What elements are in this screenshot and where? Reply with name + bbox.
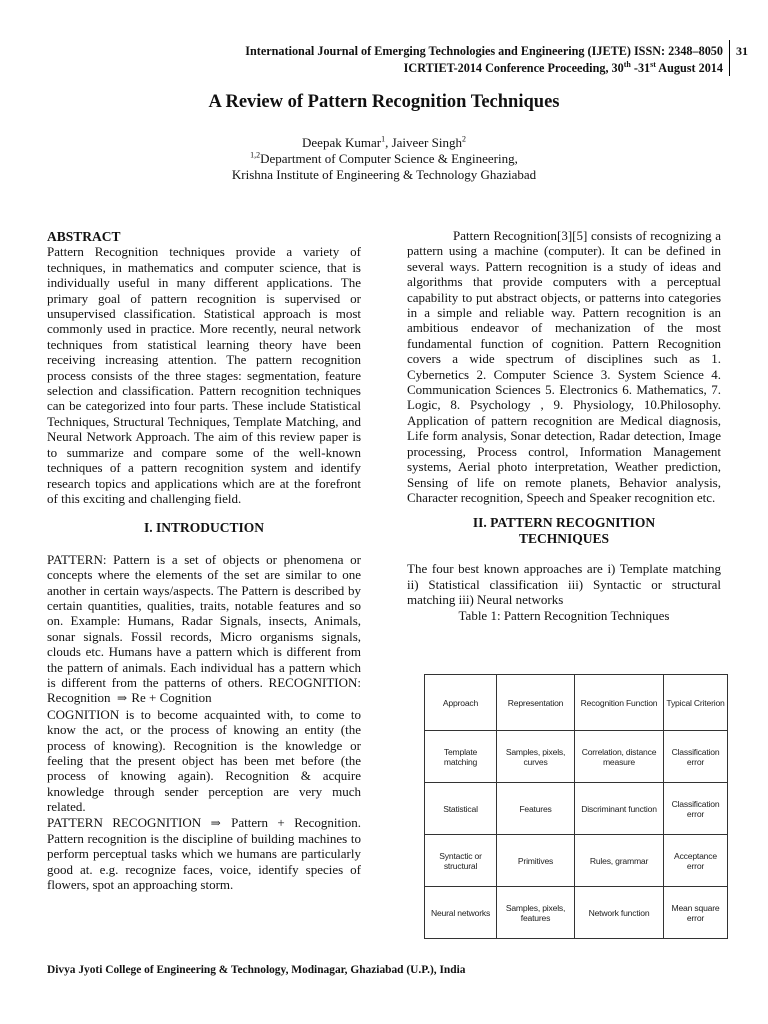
left-column [47, 229, 361, 893]
table-cell: Primitives [497, 835, 575, 887]
table-cell: Classification error [664, 783, 728, 835]
approaches-paragraph: The four best known approaches are i) Template matching ii) Statistical classification iii) Syntactic or structural matching iii) Neural networks [407, 561, 721, 608]
table-cell: Mean square error [664, 887, 728, 939]
abstract-text: Pattern Recognition techniques provide a variety of techniques, in mathematics and computer science, that is individually useful in many different applications. The primary goal of pattern recognition is supervised or unsupervised classification. Statistical approach is most commonly used in practice. More recently, neural network techniques from statistical learning theory have been receiving increasing attention. The pattern recognition process consists of the three stages: segmentation, feature selection and classification. Pattern recognition techniques can be categorized into four parts. These include Statistical Techniques, Structural Techniques, Template Matching, and Neural Network Approach. The aim of this review paper is to summarize and compare some of the well-known techniques of a pattern recognition system and identify research topics and applications which are at the forefront of this exciting and challenging field. [47, 244, 361, 506]
table-row [425, 783, 728, 835]
page-number: 31 [736, 44, 748, 58]
table-cell: Samples, pixels, curves [497, 731, 575, 783]
table-row [425, 835, 728, 887]
pattern-recognition-paragraph: Pattern Recognition[3][5] consists of recognizing a pattern using a machine (computer). It can be defined in several ways. Pattern recognition is a study of ideas and algorithms that provide computers with a perceptual capability to put abstract objects, or patterns into categories in a simple and reliable way. Pattern recognition is an ambitious endeavor of mechanization of the most fundamental function of cognition. Pattern Recognition covers a wide spectrum of disciplines such as 1. Cybernetics 2. Computer Science 3. System Science 4. Communication Sciences 5. Electronics 6. Mathematics, 7. Logic, 8. Psychology , 9. Physiology, 10.Philosophy. Application of pattern recognition are Medical diagnosis, Life form analysis, Sonar detection, Radar detection, Image processing, Process control, Information Management systems, Aerial photo interpretation, Weather prediction, Sensing of life on remote planets, Behavior analysis, Character recognition, Speech and Speaker recognition etc. [407, 228, 721, 505]
techniques-table [424, 674, 728, 939]
implies-arrow: ⇒ [210, 815, 222, 830]
table-cell: Network function [575, 887, 664, 939]
section-two-heading: II. PATTERN RECOGNITION TECHNIQUES [472, 515, 656, 547]
table-cell: Classification error [664, 731, 728, 783]
table-header-cell: Typical Criterion [664, 675, 728, 731]
right-column [407, 228, 721, 623]
journal-line: International Journal of Emerging Technologies and Engineering (IJETE) ISSN: 2348–8050 [245, 44, 723, 58]
table-cell: Syntactic or structural [425, 835, 497, 887]
intro-paragraph-pattern: PATTERN: Pattern is a set of objects or phenomena or concepts where the elements of the set are similar to one another in certain ways/aspects. The Pattern is described by certain quantities, qualities, traits, notable features and so on. Example: Humans, Radar Signals, insects, Animals, sonar signals. Fossil records, Micro organisms signals, clouds etc. Humans have a pattern which is different from the pattern of animals. Each individual has a pattern which is different from the patterns of others. RECOGNITION: Recognition ⇒ Re + Cognition [47, 551, 361, 706]
table-cell: Rules, grammar [575, 835, 664, 887]
paper-title: A Review of Pattern Recognition Techniques [208, 92, 560, 112]
journal-header [245, 43, 723, 77]
department-line: $^{1,2}$Department of Computer Science & Engineering, [250, 150, 518, 166]
table-cell: Features [497, 783, 575, 835]
intro-paragraph-pattern-recognition: PATTERN RECOGNITION ⇒ Pattern + Recognition. Pattern recognition is the discipline of building machines to perform perceptual tasks which we humans are particularly good at. e.g. recognize faces, voice, identify species of flowers, spot an approaching storm. [47, 814, 362, 893]
table-caption: Table 1: Pattern Recognition Techniques [458, 607, 670, 623]
proceeding-line: ICRTIET-2014 Conference Proceeding, 30th -31st August 2014 [403, 59, 723, 75]
table-cell: Template matching [425, 731, 497, 783]
table-row [425, 887, 728, 939]
table-header-row [425, 675, 728, 731]
implies-arrow: ⇒ [117, 691, 129, 706]
intro-paragraph-cognition: COGNITION is to become acquainted with, to come to know the act, or the process of knowing an entity (the process of knowing). Recognition is the knowledge or feeling that the present object has been met before (the process of knowing again). Recognition & acquire knowledge through sender perception are very much related. [47, 706, 361, 815]
page-footer: Divya Jyoti College of Engineering & Technology, Modinagar, Ghaziabad (U.P.), India [47, 964, 466, 976]
header-divider [729, 40, 730, 76]
table-header-cell: Recognition Function [575, 675, 664, 731]
intro-heading: I. INTRODUCTION [143, 520, 265, 536]
table-row [425, 731, 728, 783]
table-cell: Acceptance error [664, 835, 728, 887]
institute-line: Krishna Institute of Engineering & Technology Ghaziabad [231, 167, 537, 182]
author-line: Deepak Kumar$^1$, Jaiveer Singh$^2$ [302, 134, 466, 150]
table-cell: Statistical [425, 783, 497, 835]
table-cell: Discriminant function [575, 783, 664, 835]
abstract-heading: ABSTRACT [47, 229, 121, 244]
table-header-cell: Approach [425, 675, 497, 731]
table-cell: Correlation, distance measure [575, 731, 664, 783]
table-header-cell: Representation [497, 675, 575, 731]
table-cell: Neural networks [425, 887, 497, 939]
table-cell: Samples, pixels, features [497, 887, 575, 939]
